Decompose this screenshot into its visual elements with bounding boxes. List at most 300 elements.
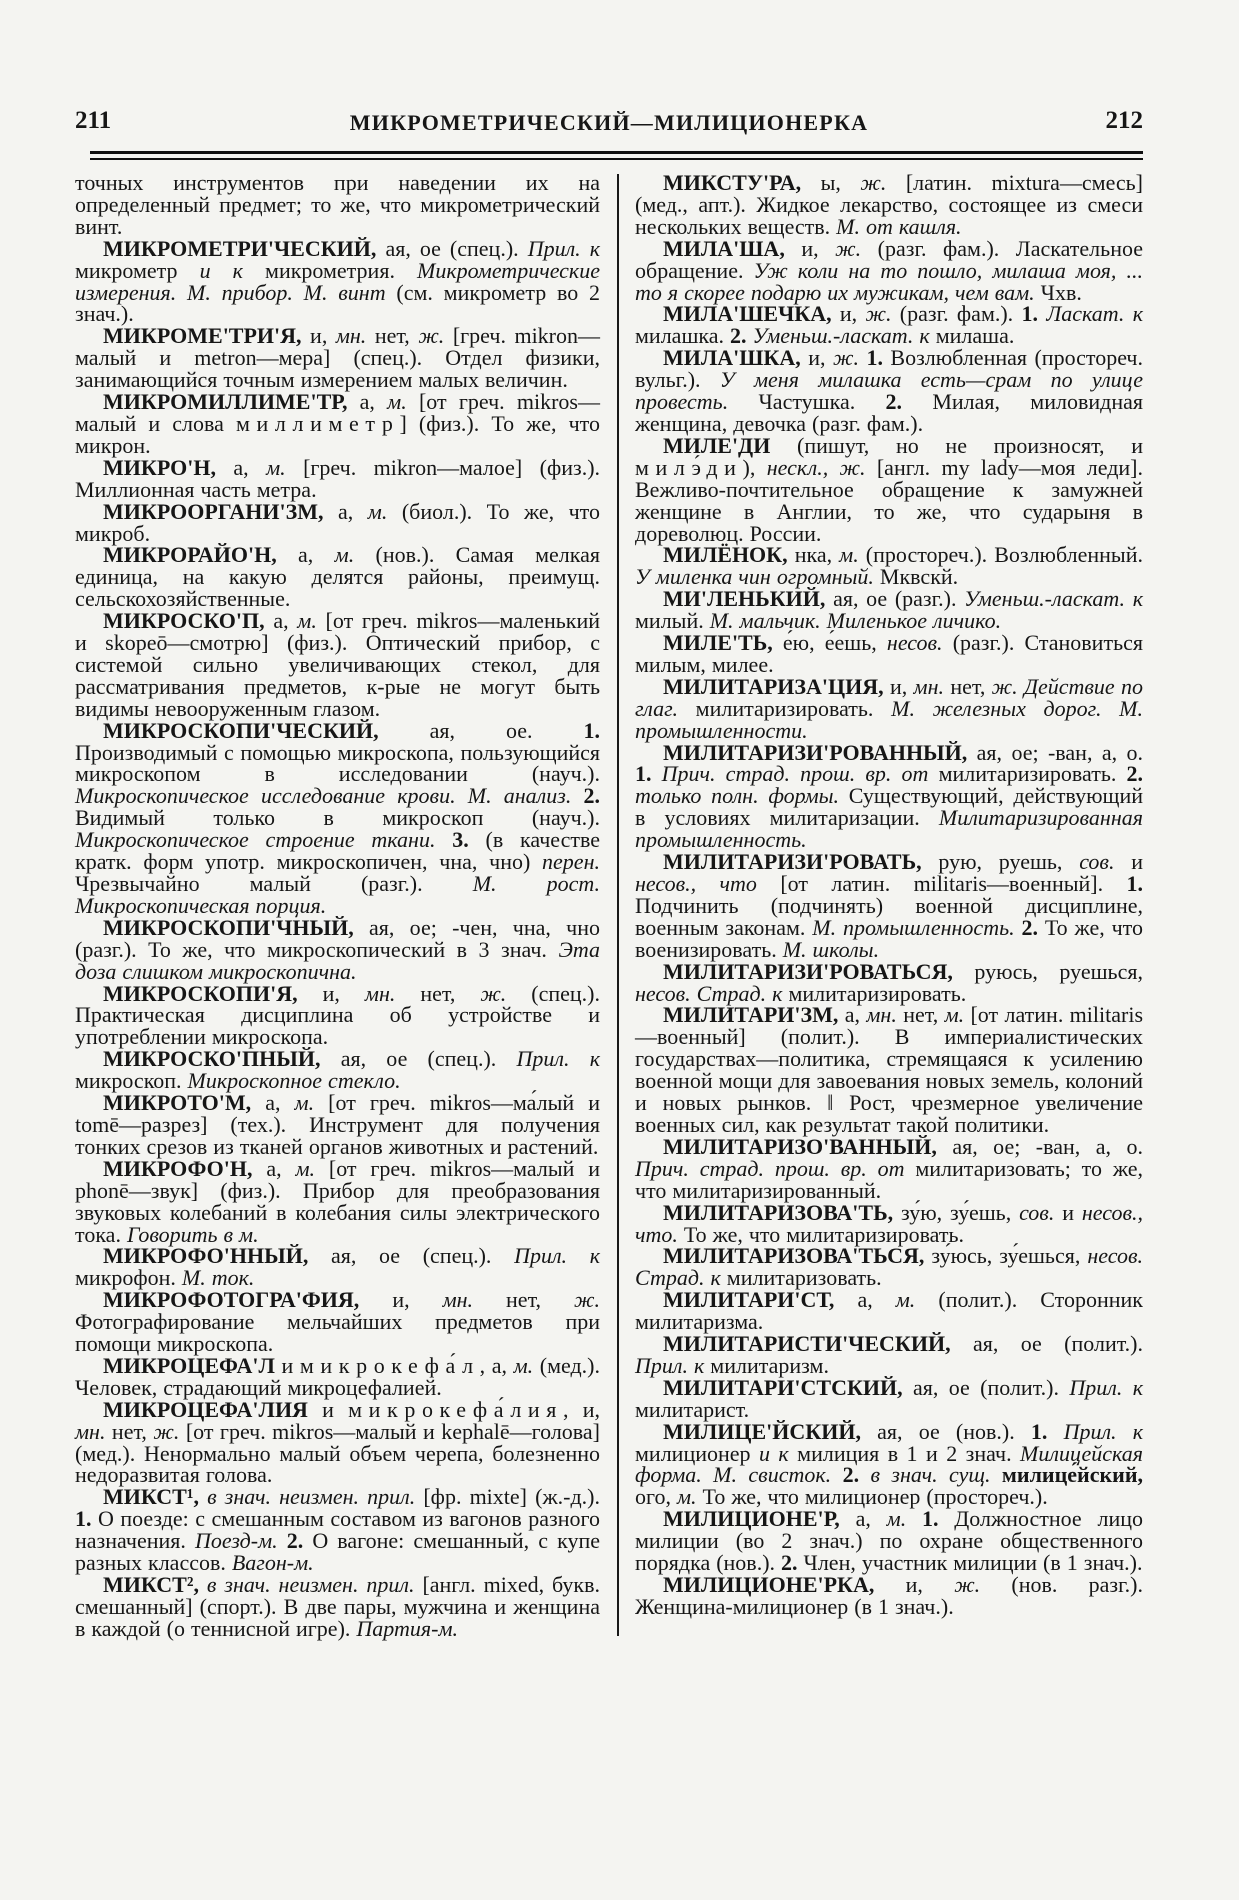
text-segment: только полн. формы.: [635, 783, 849, 809]
text-segment: МИЛИТАРИЗА'ЦИЯ,: [663, 673, 890, 699]
right-column: [635, 172, 1143, 1618]
text-segment: руюсь, руешься,: [974, 958, 1143, 984]
text-segment: МИЛИТАРИ'ЗМ,: [663, 1002, 845, 1028]
text-segment: мн.: [335, 323, 375, 349]
text-segment: МИКРОЦЕФА'ЛИЯ: [103, 1396, 323, 1422]
text-segment: ая, ое; -ван, а, о.: [976, 739, 1143, 765]
dictionary-entry: [635, 1133, 1143, 1203]
text-segment: ого,: [635, 1484, 677, 1510]
text-segment: Эта доза слишком микроскопична.: [75, 936, 600, 984]
text-segment: Прил. к: [514, 1243, 600, 1269]
text-segment: У миленка чин огромный.: [635, 564, 880, 590]
dictionary-entry: [75, 544, 600, 610]
text-segment: нет,: [111, 1418, 154, 1444]
dictionary-entry: [75, 980, 601, 1050]
text-segment: У меня милашка есть—срам по улице провесть.: [635, 367, 1143, 415]
dictionary-entry: [635, 432, 1143, 546]
text-segment: е́ю, е́ешь,: [782, 630, 887, 656]
text-segment: микрофон.: [75, 1265, 182, 1291]
text-segment: МИЛА'ША,: [663, 235, 802, 261]
text-segment: ),: [742, 454, 767, 480]
text-segment: милитаризировать.: [938, 761, 1127, 787]
text-segment: микрокефа́лия: [348, 1396, 563, 1422]
text-segment: МИЛЕ'ДИ: [663, 432, 797, 458]
text-segment: ж.: [835, 235, 878, 261]
text-segment: МИКРОЦЕФА'Л: [103, 1352, 282, 1378]
text-segment: а,: [233, 454, 267, 480]
dictionary-entry: [635, 1245, 1143, 1289]
text-segment: и,: [808, 345, 833, 371]
text-segment: 1.: [635, 761, 662, 787]
text-segment: (полит.). Сторонник милитаризма.: [635, 1287, 1143, 1335]
text-segment: (нов.). Самая мелкая единица, на какую делятся районы, преимущ. сельскохозяйственные.: [75, 542, 601, 612]
text-segment: [от греч. mikros—малый и слова: [75, 389, 600, 436]
text-segment: м.: [839, 542, 866, 568]
text-segment: нет,: [903, 1002, 945, 1028]
dictionary-entry: [635, 235, 1143, 305]
text-segment: м.: [944, 1002, 971, 1028]
dictionary-entry: [635, 632, 1143, 676]
dictionary-entry: [635, 303, 1143, 347]
text-segment: милитаризировать.: [788, 980, 967, 1006]
text-segment: а,: [266, 1155, 296, 1181]
text-segment: и,: [392, 1287, 443, 1313]
text-segment: Должностное лицо милиции (во 2 знач.) по охране общественного порядка (нов.).: [635, 1506, 1143, 1576]
text-segment: Видимый только в микроскоп (науч.).: [75, 805, 600, 831]
text-segment: а,: [298, 542, 335, 568]
text-segment: милитаризовать; то же, что милитаризированный.: [635, 1155, 1143, 1203]
text-segment: Прил. к: [1063, 1418, 1144, 1444]
text-segment: (мед.). Человек, страдающий микроцефалией.: [75, 1352, 600, 1400]
text-segment: (пишут, но не произносят, и: [797, 432, 1143, 458]
dictionary-entry: [635, 1508, 1143, 1574]
text-segment: м.: [387, 389, 419, 415]
text-segment: Прил. к: [635, 1352, 711, 1378]
text-segment: (простореч.). Возлюбленный.: [865, 542, 1143, 568]
text-segment: Чрезвычайно малый (разг.).: [75, 871, 473, 896]
text-segment: МИКСТ²,: [103, 1572, 207, 1597]
text-segment: МИЛИТАРИЗИ'РОВАННЫЙ,: [663, 739, 977, 765]
text-segment: МИЛИТАРИЗИ'РОВАТЬ,: [663, 849, 939, 875]
text-segment: 1.: [75, 1506, 98, 1532]
dictionary-entry: [635, 958, 1143, 1006]
text-segment: Микроскопное стекло.: [187, 1068, 401, 1094]
text-segment: а,: [857, 1287, 896, 1313]
text-segment: МИКРОТО'М,: [103, 1090, 266, 1116]
text-segment: 1.: [1126, 871, 1144, 896]
dictionary-entry: [75, 1574, 600, 1640]
text-segment: МИКСТУ'РА,: [663, 170, 821, 195]
text-segment: МИКРОМЕ'ТРИ'Я,: [103, 323, 311, 349]
text-segment: в знач. сущ.: [870, 1462, 1002, 1488]
dictionary-entry: [75, 235, 600, 327]
text-segment: микрометр: [75, 257, 200, 283]
text-segment: МИКРОСКОПИ'Я,: [103, 980, 323, 1006]
text-segment: МИ'ЛЕНЬКИЙ,: [663, 586, 834, 612]
text-segment: О поезде: с смешанным составом из вагонов разного назначения.: [75, 1506, 600, 1554]
text-segment: МИЛИТАРИЗОВА'ТЬСЯ,: [663, 1243, 932, 1269]
text-segment: М. мальчик. Миленькое личико.: [709, 608, 1002, 634]
text-segment: и: [1131, 849, 1143, 875]
text-segment: МИКРОФО'ННЫЙ,: [103, 1243, 331, 1269]
text-segment: Ласкат. к: [1046, 301, 1144, 327]
header-double-rule: [90, 151, 1143, 160]
text-segment: МИКРОСКО'П,: [103, 608, 274, 634]
text-segment: м.: [513, 1352, 540, 1378]
text-segment: Производимый с помощью микроскопа, пользующийся микроскопом в исследовании (науч.).: [75, 739, 600, 787]
text-segment: и: [322, 1396, 349, 1422]
text-segment: Прил. к: [527, 235, 600, 261]
text-segment: Милицейская форма. М. свисток.: [635, 1440, 1143, 1488]
text-segment: М. ток.: [181, 1265, 255, 1291]
text-segment: Фотографирование мельчайших предметов при помощи микроскопа.: [75, 1309, 600, 1357]
text-segment: милитарист.: [635, 1396, 750, 1422]
text-segment: Чхв.: [1040, 279, 1082, 305]
text-segment: ая, ое (спец.).: [385, 235, 528, 261]
text-segment: ] (физ.). То же, что микрон.: [75, 410, 600, 458]
text-segment: перен.: [542, 849, 600, 875]
text-segment: ж.: [480, 980, 532, 1006]
text-segment: в знач. неизмен. прил.: [206, 1572, 423, 1597]
text-segment: ж. Действие по глаг.: [635, 673, 1143, 721]
text-segment: и к: [199, 257, 266, 283]
text-segment: Уж коли на то пошло, милаша моя, ... то я скорее подарю их мужикам, чем вам.: [635, 257, 1143, 305]
text-segment: (в качестве кратк. форм употр. микроскопичен, чна, чно): [75, 827, 600, 875]
running-head: МИКРОМЕТРИЧЕСКИЙ—МИЛИЦИОНЕРКА: [349, 110, 869, 135]
text-segment: нет,: [420, 980, 481, 1006]
text-segment: ж.: [865, 301, 900, 327]
text-segment: а,: [338, 498, 368, 524]
text-segment: и,: [801, 235, 836, 261]
text-segment: милице́йский,: [1001, 1462, 1143, 1488]
text-segment: м.: [676, 1484, 703, 1510]
dictionary-entry: [635, 544, 1143, 588]
text-segment: (разг. фам.).: [899, 301, 1022, 327]
text-segment: м.: [895, 1287, 939, 1313]
text-segment: мн.: [913, 673, 951, 699]
page-number-left: 211: [75, 107, 112, 134]
dictionary-entry: [75, 325, 600, 391]
text-segment: Существующий, действующий в условиях милитаризации.: [635, 783, 1143, 831]
text-segment: и,: [310, 323, 336, 349]
text-segment: 2.: [781, 1550, 804, 1576]
page-header: [75, 106, 1143, 142]
text-segment: сов.: [1079, 849, 1132, 875]
text-segment: МИКРООРГАНИ'ЗМ,: [103, 498, 339, 524]
text-segment: Милитаризированная промышленность.: [635, 805, 1143, 853]
text-segment: милаша.: [935, 323, 1015, 349]
text-segment: МИЛИЦИОНЕ'Р,: [663, 1506, 856, 1532]
text-segment: (разг.). Становиться милым, милее.: [635, 630, 1143, 677]
text-segment: (разг. фам.). Ласкательное обращение.: [635, 235, 1143, 283]
text-segment: Прич. страд. прош. вр. от: [635, 1155, 916, 1181]
text-segment: ая, ое (полит.).: [913, 1374, 1070, 1400]
dictionary-entry: [75, 1486, 600, 1574]
text-segment: 2.: [730, 323, 753, 349]
dictionary-entry: [75, 391, 600, 457]
dictionary-entry: [75, 1352, 600, 1400]
text-segment: [латин. mixtura—смесь] (мед., апт.). Жидкое лекарство, состоящее из смеси нескольких веществ.: [635, 170, 1144, 239]
text-segment: точных инструментов при наведении их на определенный предмет; то же, что микрометрический винт.: [75, 170, 600, 239]
text-segment: несов., что: [635, 871, 781, 896]
page-number-right: 212: [1105, 107, 1143, 134]
text-segment: Милая, миловидная женщина, девочка (разг. фам.).: [635, 389, 1143, 436]
text-segment: Партия-м.: [356, 1615, 458, 1641]
text-segment: микрометрия.: [265, 257, 418, 283]
text-segment: милитаризировать.: [695, 695, 892, 721]
dictionary-entry: [75, 1289, 600, 1355]
text-segment: МИЛИЦИОНЕ'РКА,: [663, 1572, 906, 1597]
dictionary-entry: [635, 851, 1143, 961]
text-segment: МИКРО'Н,: [103, 454, 234, 480]
text-segment: милашка.: [635, 323, 730, 349]
text-segment: М. железных дорог. М. промышленности.: [635, 695, 1143, 743]
text-segment: МИЛЕ'ТЬ,: [663, 630, 783, 656]
text-segment: м.: [334, 542, 376, 568]
dictionary-entry: [75, 498, 601, 546]
text-segment: милый.: [635, 608, 710, 634]
text-segment: несов. Страд. к: [635, 980, 789, 1006]
text-segment: (биол.). То же, что микроб.: [75, 498, 601, 546]
text-segment: ж.: [833, 345, 867, 371]
text-segment: ж.: [954, 1572, 1012, 1597]
text-segment: , и,: [563, 1396, 600, 1422]
text-segment: ая, ое (спец.).: [331, 1243, 515, 1269]
text-segment: МИКРОМЕТРИ'ЧЕСКИЙ,: [103, 235, 386, 261]
text-segment: ая, ое; -чен, чна, чно (разг.). То же, что микроскопический в 3 знач.: [75, 914, 601, 962]
text-segment: [от латин. militaris—военный] (полит.). В империалистических государствах—политика, стремящаяся к усилению военной мощи для завоевания новых земель, колоний и новых рынков. ‖ Рост, чрезмерное увеличение военных сил, как результат такой политики.: [635, 1002, 1143, 1137]
dictionary-entry: [635, 1199, 1143, 1247]
text-segment: м.: [297, 608, 326, 634]
text-segment: ая, ое (полит.).: [972, 1331, 1144, 1357]
text-segment: и,: [839, 301, 866, 327]
dictionary-entry: [75, 610, 600, 720]
text-segment: Уменьш.-ласкат. к: [964, 586, 1143, 612]
text-segment: [англ. mixed, букв. смешанный] (спорт.). В две пары, мужчина и женщина в каждой (о теннисной игре).: [75, 1572, 600, 1641]
text-segment: То же, что военизировать.: [635, 914, 1143, 962]
text-segment: и,: [905, 1572, 955, 1597]
text-segment: 1.: [1021, 301, 1047, 327]
text-segment: миллиметр: [236, 410, 400, 436]
text-segment: МИЛИТАРИ'СТСКИЙ,: [663, 1374, 913, 1400]
text-segment: 1.: [921, 1506, 955, 1532]
text-segment: а,: [265, 1090, 295, 1116]
text-segment: и,: [889, 673, 914, 699]
text-segment: МИКРОСКО'ПНЫЙ,: [103, 1046, 341, 1072]
text-segment: мн.: [866, 1002, 904, 1028]
text-segment: микрокефа́л: [299, 1352, 480, 1378]
text-segment: несов.: [886, 630, 953, 656]
text-segment: Подчинить (подчинять) военной дисциплине, военным законам.: [635, 892, 1143, 940]
text-segment: сов.: [1019, 1199, 1063, 1225]
text-segment: [от греч. mikros—маленький и skopeō—смотрю] (физ.). Оптический прибор, с системой сильно увеличивающих стекол, для рассматривания предметов, к-рые не могут быть видимы невооруженным глазом.: [75, 608, 600, 721]
text-segment: милитаризовать.: [726, 1265, 882, 1291]
text-segment: нет,: [506, 1287, 575, 1313]
text-segment: МИЛИТАРИЗИ'РОВАТЬСЯ,: [663, 958, 975, 984]
text-segment: милиционер: [635, 1440, 759, 1466]
text-segment: ая, ое; -ван, а, о.: [952, 1133, 1143, 1159]
text-segment: (нов. разг.). Женщина-милиционер (в 1 знач.).: [635, 1572, 1143, 1619]
text-segment: МИЛИЦЕ'ЙСКИЙ,: [663, 1418, 878, 1444]
text-segment: а,: [359, 389, 388, 415]
text-segment: [от греч. mikros—ма́лый и tomē—разрез] (тех.). Инструмент для получения тонких срезов из тканей органов животных и растений.: [75, 1090, 601, 1159]
text-segment: 2.: [1126, 761, 1144, 787]
text-segment: и к: [758, 1440, 798, 1466]
text-segment: МИКРОСКОПИ'ЧНЫЙ,: [103, 914, 370, 940]
text-columns: [75, 172, 1143, 1640]
text-segment: (спец.). Практическая дисциплина об устройстве и употреблении микроскопа.: [75, 980, 601, 1050]
text-segment: МИЛИТАРИ'СТ,: [663, 1287, 858, 1313]
text-segment: и,: [322, 980, 365, 1006]
text-segment: Поезд-м.: [194, 1528, 287, 1554]
text-segment: ж.: [574, 1287, 600, 1313]
dictionary-entry: [75, 1245, 600, 1289]
text-segment: нескл., ж.: [766, 454, 877, 480]
text-segment: милэ́ди: [635, 454, 743, 480]
text-segment: а,: [844, 1002, 867, 1028]
text-segment: Говорить в м.: [126, 1221, 259, 1247]
text-segment: МИКСТ¹,: [103, 1484, 208, 1510]
text-segment: МИЛИТАРИЗОВА'ТЬ,: [663, 1199, 901, 1225]
text-segment: МИЛЁНОК,: [663, 542, 795, 568]
dictionary-entry: [75, 454, 601, 502]
text-segment: [англ. my lady—моя леди]. Вежливо-почтительное обращение к замужней женщине в Англии, то же, что сударыня в дореволюц. России.: [635, 454, 1143, 546]
text-segment: 2.: [286, 1528, 313, 1554]
text-segment: МИЛИТАРИСТИ'ЧЕСКИЙ,: [663, 1331, 973, 1357]
text-segment: [от греч. mikros—малый и kephalē—голова] (мед.). Ненормально малый объем черепа, болезненно недоразвитая голова.: [75, 1418, 600, 1488]
text-segment: Микрометрические измерения. М. прибор. М. винт: [75, 257, 600, 305]
dictionary-entry: [635, 347, 1143, 435]
dictionary-entry: [75, 1155, 601, 1247]
text-segment: То же, что милитаризировать.: [683, 1221, 965, 1247]
text-segment: М. от кашля.: [836, 213, 962, 239]
text-segment: и: [1062, 1199, 1082, 1225]
text-segment: несов., что.: [635, 1199, 1143, 1247]
text-segment: 1.: [583, 717, 600, 743]
text-segment: МИЛИТАРИЗО'ВАННЫЙ,: [663, 1133, 953, 1159]
text-segment: мн.: [75, 1418, 112, 1444]
text-segment: Мквскй.: [879, 564, 959, 590]
text-segment: Микроскопическое строение ткани.: [75, 827, 453, 853]
text-segment: м.: [266, 454, 304, 480]
text-segment: ая, ое.: [429, 717, 584, 743]
dictionary-entry: [635, 739, 1144, 853]
text-segment: Уменьш.-ласкат. к: [752, 323, 936, 349]
dictionary-entry: [635, 588, 1143, 632]
text-segment: 1.: [866, 345, 891, 371]
entry-continuation: [75, 172, 600, 238]
text-segment: [фр. mixte] (ж.-д.).: [423, 1484, 600, 1510]
dictionary-entry: [635, 1333, 1143, 1377]
text-segment: и: [281, 1352, 300, 1378]
text-segment: зу́юсь, зу́ешься,: [931, 1243, 1088, 1269]
text-segment: 2.: [1021, 914, 1045, 940]
text-segment: а,: [855, 1506, 887, 1532]
text-segment: несов. Страд. к: [635, 1243, 1143, 1291]
text-segment: М. рост. Микроскопическая порция.: [75, 871, 601, 918]
text-segment: [от латин. militaris—военный].: [780, 871, 1127, 896]
text-segment: 1.: [1030, 1418, 1064, 1444]
text-segment: а,: [273, 608, 298, 634]
text-segment: 3.: [452, 827, 486, 853]
text-segment: нет,: [950, 673, 992, 699]
text-segment: МИКРОФОТОГРА'ФИЯ,: [103, 1287, 393, 1313]
dictionary-entry: [75, 717, 601, 918]
text-segment: в знач. неизмен. прил.: [207, 1484, 424, 1510]
column-divider-rule: [617, 174, 619, 1636]
text-segment: МИКРОСКОПИ'ЧЕСКИЙ,: [103, 717, 430, 743]
text-segment: ы,: [820, 170, 861, 195]
text-segment: ж.: [860, 170, 906, 195]
text-segment: Член, участник милиции (в 1 знач.).: [803, 1550, 1143, 1576]
text-segment: То же, что милиционер (простореч.).: [702, 1484, 1048, 1510]
text-segment: милитаризм.: [710, 1352, 829, 1378]
text-segment: , а,: [479, 1352, 514, 1378]
dictionary-entry: [75, 1396, 600, 1488]
text-segment: м.: [294, 1090, 329, 1116]
text-segment: [греч. mikron—малый и metron—мера] (спец.). Отдел физики, занимающийся точным измерением малых величин.: [75, 323, 601, 393]
text-segment: ая, ое (нов.).: [877, 1418, 1031, 1444]
dictionary-entry: [75, 914, 601, 984]
text-segment: нет,: [374, 323, 419, 349]
text-segment: Частушка.: [758, 389, 886, 415]
dictionary-entry: [635, 673, 1143, 743]
text-segment: ж.: [153, 1418, 186, 1444]
text-segment: Прил. к: [1069, 1374, 1143, 1400]
text-segment: м.: [367, 498, 402, 524]
text-segment: [от греч. mikros—малый и phonē—звук] (физ.). Прибор для преобразования звуковых колебаний в колебания силы электрического тока.: [75, 1155, 601, 1247]
text-segment: мн.: [364, 980, 421, 1006]
text-segment: микроскоп.: [75, 1068, 188, 1094]
text-segment: М. школы.: [782, 936, 880, 962]
text-segment: 2.: [583, 783, 600, 809]
text-segment: зу́ю, зу́ешь,: [901, 1199, 1020, 1225]
dictionary-entry: [635, 1574, 1143, 1618]
dictionary-entry: [635, 1374, 1143, 1422]
text-segment: ж.: [418, 323, 453, 349]
text-segment: мн.: [442, 1287, 507, 1313]
text-segment: м.: [295, 1155, 329, 1181]
left-column: [75, 172, 600, 1640]
text-segment: МИЛА'ШКА,: [663, 345, 809, 371]
text-segment: Прич. страд. прош. вр. от: [661, 761, 939, 787]
text-segment: 2.: [885, 389, 933, 415]
text-segment: МИЛА'ШЕЧКА,: [663, 301, 840, 327]
text-segment: О вагоне: смешанный, с купе разных классов.: [75, 1528, 600, 1576]
text-segment: М. промышленность.: [812, 914, 1022, 940]
text-segment: МИКРОРАЙО'Н,: [103, 542, 299, 568]
text-segment: [греч. mikron—малое] (физ.). Миллионная часть метра.: [75, 454, 601, 502]
text-segment: ая, ое (спец.).: [340, 1046, 517, 1072]
dictionary-entry: [635, 1418, 1144, 1510]
text-segment: Прил. к: [516, 1046, 600, 1072]
text-segment: м.: [886, 1506, 922, 1532]
text-segment: МИКРОМИЛЛИМЕ'ТР,: [103, 389, 360, 415]
text-segment: (см. микрометр во 2 знач.).: [75, 279, 600, 327]
dictionary-entry: [635, 1289, 1143, 1333]
dictionary-entry: [75, 1048, 600, 1092]
text-segment: 2.: [842, 1462, 871, 1488]
text-segment: ая, ое (разг.).: [833, 586, 965, 612]
text-segment: рую, руешь,: [938, 849, 1080, 875]
text-segment: МИКРОФО'Н,: [103, 1155, 267, 1181]
dictionary-entry: [635, 1004, 1143, 1135]
text-segment: нка,: [794, 542, 840, 568]
dictionary-entry: [635, 172, 1143, 238]
text-segment: Возлюбленная (простореч. вульг.).: [635, 345, 1143, 393]
text-segment: Микроскопическое исследование крови. М. анализ.: [75, 783, 584, 809]
text-segment: Вагон-м.: [231, 1550, 314, 1576]
